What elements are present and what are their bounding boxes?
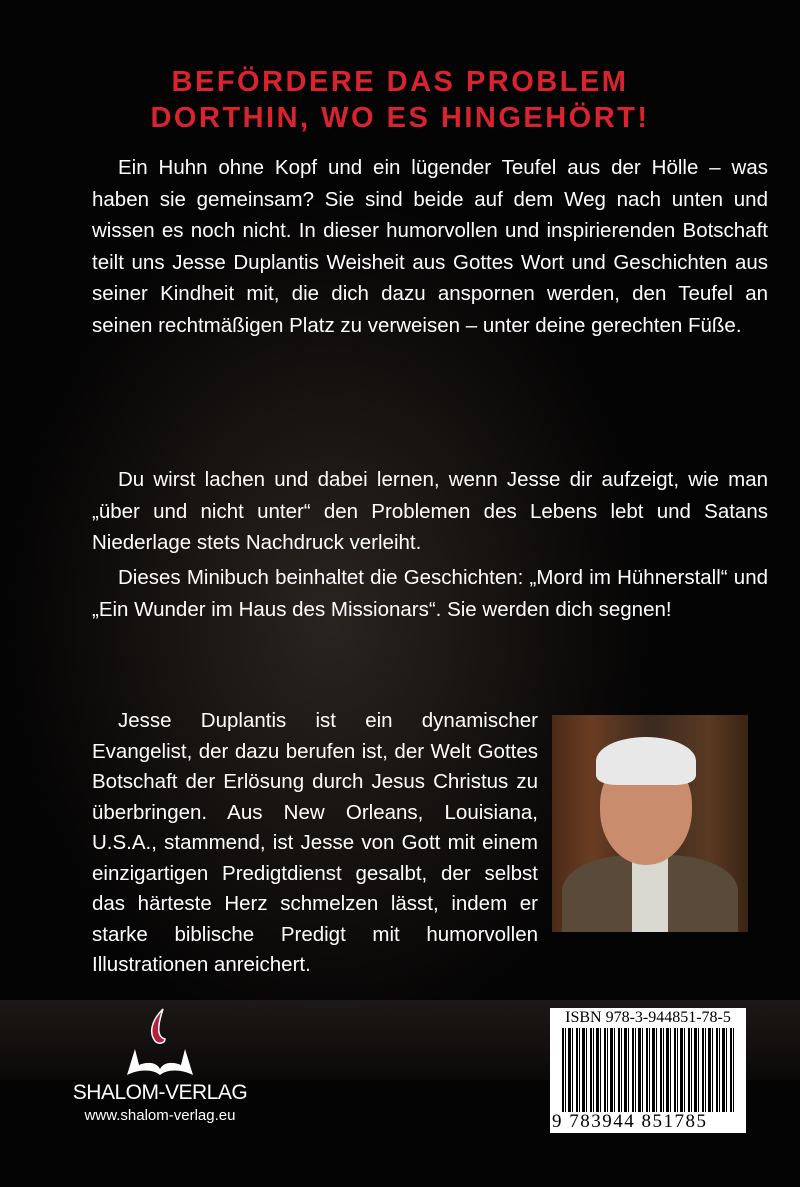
- headline-line-1: BEFÖRDERE DAS PROBLEM: [171, 66, 629, 98]
- headline-line-2: DORTHIN, WO ES HINGEHÖRT!: [150, 102, 650, 134]
- publisher-url: www.shalom-verlag.eu: [84, 1107, 236, 1124]
- publisher-logo: [60, 1005, 260, 1124]
- blurb-paragraph-3: Dieses Minibuch beinhaltet die Geschichten: „Mord im Hühnerstall“ und „Ein Wunder im Haus des Missionars“. Sie werden dich segnen!: [92, 566, 768, 621]
- author-photo: [552, 715, 748, 932]
- barcode-bars: [562, 1028, 734, 1112]
- barcode-number: 9 783944 851785: [552, 1111, 708, 1132]
- blurb-paragraph-1: Ein Huhn ohne Kopf und ein lügender Teufel aus der Hölle – was haben sie gemeinsam? Sie sind beide auf dem Weg nach unten und wissen es noch nicht. In dieser humorvollen und inspirierenden Botschaft teilt uns Jesse Duplantis Weisheit aus Gottes Wort und Geschichten aus seiner Kindheit mit, die dich dazu anspornen werden, den Teufel an seinen rechtmäßigen Platz zu verweisen – unter deine gerechten Füße.: [92, 156, 768, 337]
- isbn-text: ISBN 978-3-944851-78-5: [565, 1009, 731, 1026]
- blurb-paragraph-2: Du wirst lachen und dabei lernen, wenn Jesse dir aufzeigt, wie man „über und nicht unter“ den Problemen des Lebens lebt und Satans Niederlage stets Nachdruck verleiht.: [92, 468, 768, 554]
- headline: [0, 64, 800, 136]
- isbn-barcode: [550, 1008, 746, 1133]
- publisher-name: SHALOM-VERLAG: [72, 1081, 248, 1104]
- author-bio: Jesse Duplantis ist ein dynamischer Evangelist, der dazu berufen ist, der Welt Gottes Botschaft der Erlösung durch Jesus Christus zu überbringen. Aus New Orleans, Louisiana, U.S.A., stammend, ist Jesse von Gott mit einem einzigartigen Predigtdienst gesalbt, der selbst das härteste Herz schmelzen lässt, indem er starke biblische Predigt mit humorvollen Illustrationen anreichert.: [92, 709, 538, 976]
- flame-book-icon: [105, 1005, 215, 1077]
